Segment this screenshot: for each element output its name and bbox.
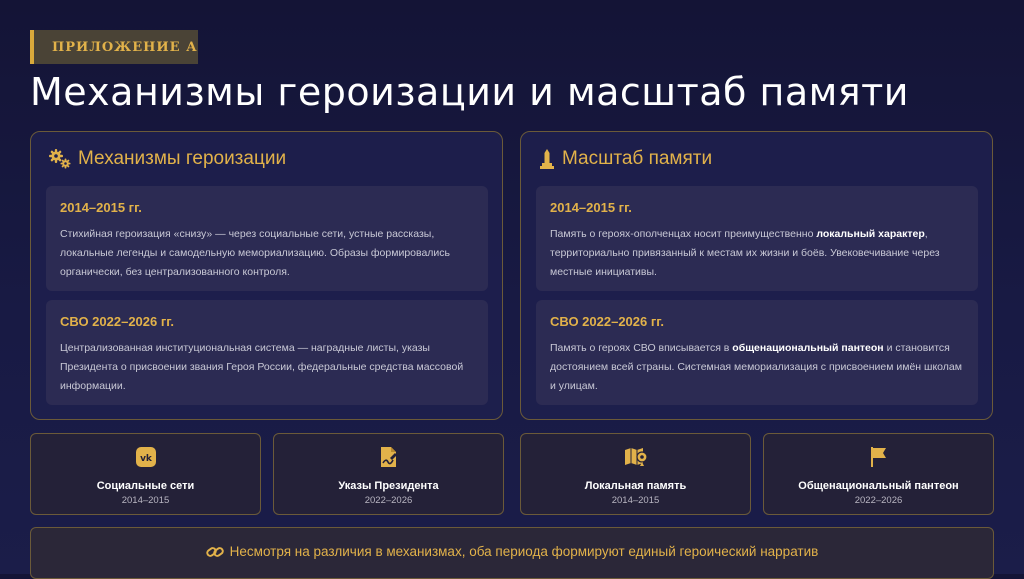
svg-text:vk: vk xyxy=(139,454,152,464)
card-text-part: Память о героях СВО вписывается в xyxy=(550,342,733,354)
tile-label: Общенациональный пантеон xyxy=(798,480,959,492)
summary-banner xyxy=(30,527,994,579)
tile-presidential-decrees xyxy=(273,433,504,515)
card-text: Стихийная героизация «снизу» — через социальные сети, устные рассказы, локальные легенды и самодельную мемориализацию. Образы формировались органически, без централизованного контроля. xyxy=(60,228,451,278)
card-text: Централизованная институциональная система — наградные листы, указы Президента о присвоении звания Героя России, федеральные средства массовой информации. xyxy=(60,342,464,392)
card-title: 2014–2015 гг. xyxy=(60,200,142,215)
banner-text: Несмотря на различия в механизмах, оба периода формируют единый героический нарратив xyxy=(229,544,819,559)
tile-period: 2014–2015 xyxy=(121,495,170,506)
tile-period: 2022–2026 xyxy=(364,495,413,506)
panel-heading xyxy=(48,148,286,170)
card-text xyxy=(550,339,964,396)
card-text-part: и становится достоянием всей страны. Системная мемориализация с присвоением имён школам и улицам. xyxy=(550,342,962,392)
tile-national-pantheon xyxy=(763,433,994,515)
monument-icon xyxy=(538,148,556,170)
tile-period: 2014–2015 xyxy=(611,495,660,506)
card-title: СВО 2022–2026 гг. xyxy=(60,314,174,329)
card-text-highlight: общенациональный пантеон xyxy=(732,342,884,354)
flag-icon xyxy=(869,446,889,468)
panel-heading-label: Масштаб памяти xyxy=(562,148,713,169)
appendix-tag-label: ПРИЛОЖЕНИЕ А xyxy=(52,39,198,55)
memory-scale-panel xyxy=(520,131,993,420)
card-title: 2014–2015 гг. xyxy=(550,200,632,215)
appendix-tag xyxy=(30,30,198,64)
tile-period: 2022–2026 xyxy=(854,495,903,506)
card-text-part: , территориально привязанный к местам их жизни и боёв. Увековечивание через местные инициативы. xyxy=(550,228,940,278)
card-title: СВО 2022–2026 гг. xyxy=(550,314,664,329)
card-svo-2022-2026 xyxy=(46,300,488,405)
panel-heading-label: Механизмы героизации xyxy=(78,148,287,169)
card-text xyxy=(550,225,964,282)
card-2014-2015 xyxy=(536,186,978,291)
link-icon xyxy=(206,544,224,578)
page-title: Механизмы героизации и масштаб памяти xyxy=(30,70,909,114)
card-svo-2022-2026 xyxy=(536,300,978,405)
card-text-highlight: локальный характер xyxy=(816,228,925,240)
vk-icon xyxy=(136,446,156,468)
tile-label: Социальные сети xyxy=(96,480,195,492)
tile-local-memory xyxy=(520,433,751,515)
panel-heading xyxy=(538,148,712,170)
signed-document-icon xyxy=(379,446,399,468)
tile-label: Локальная память xyxy=(584,480,687,492)
card-2014-2015 xyxy=(46,186,488,291)
heroization-mechanisms-panel xyxy=(30,131,503,420)
tile-label: Указы Президента xyxy=(338,480,439,492)
card-text-part: Память о героях-ополченцах носит преимущественно xyxy=(550,228,817,240)
gears-icon xyxy=(48,148,72,170)
map-location-icon xyxy=(624,446,648,468)
tile-social-networks xyxy=(30,433,261,515)
